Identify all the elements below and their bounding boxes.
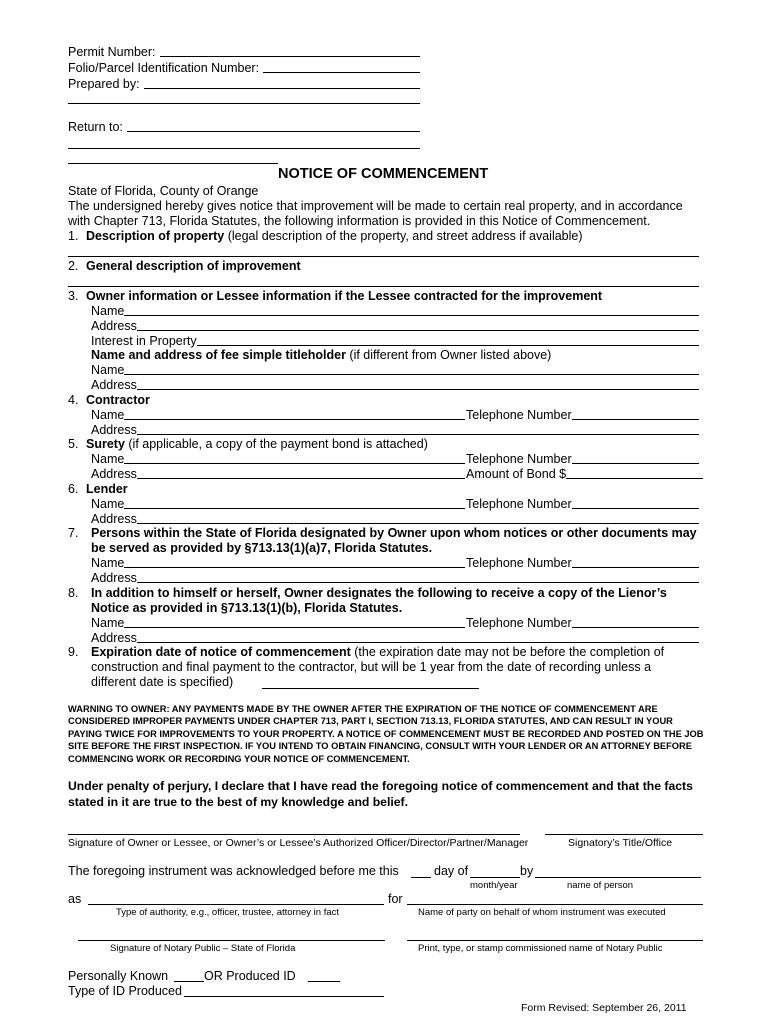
notary-signature-line[interactable]	[78, 940, 385, 941]
owner-signature-line[interactable]	[68, 834, 520, 835]
section-6-title: Lender	[86, 482, 128, 496]
signatory-title-line[interactable]	[545, 834, 703, 835]
copy-recipient-address-label: Address	[91, 631, 137, 645]
surety-telephone-label: Telephone Number	[466, 452, 572, 466]
amount-of-bond-field[interactable]	[466, 467, 703, 482]
page-title: NOTICE OF COMMENCEMENT	[278, 166, 489, 182]
interest-label: Interest in Property	[91, 334, 197, 348]
ack-day-line[interactable]	[411, 877, 431, 878]
section-1-number: 1.	[68, 229, 79, 243]
owner-name-label: Name	[91, 304, 125, 318]
designee-address-field[interactable]	[91, 571, 699, 586]
warning-to-owner: WARNING TO OWNER: ANY PAYMENTS MADE BY THE OWNER AFTER THE EXPIRATION OF THE NOTICE OF COMMENCEMENT ARE CONSIDERED IMPROPER PAYMENTS UNDER CHAPTER 713, PART I, SECTION 713.13, FLORIDA STATUTES, AND CAN RESULT IN YOUR PAYING TWICE FOR IMPROVEMENTS TO YOUR PROPERTY. A NOTICE OF COMMENCEMENT MUST BE RECORDED AND POSTED ON THE JOB SITE BEFORE THE FIRST INSPECTION. IF YOU INTEND TO OBTAIN FINANCING, CONSULT WITH YOUR LENDER OR AN ATTORNEY BEFORE COMMENCING WORK OR RECORDING YOUR NOTICE OF COMMENCEMENT.	[68, 704, 704, 764]
notary-name-line[interactable]	[407, 940, 703, 941]
designee-address-label: Address	[91, 571, 137, 585]
section-2-title: General description of improvement	[86, 259, 301, 273]
lender-name-label: Name	[91, 497, 125, 511]
section-4-title: Contractor	[86, 393, 150, 407]
copy-recipient-telephone-field[interactable]	[466, 616, 699, 631]
titleholder-name-label: Name	[91, 363, 125, 377]
surety-name-label: Name	[91, 452, 125, 466]
section-9-note-2: construction and final payment to the contractor, but will be 1 year from the date of recording unless a	[91, 660, 652, 674]
ack-person-line[interactable]	[535, 877, 701, 878]
section-5-heading	[86, 437, 428, 452]
name-of-person-caption: name of person	[567, 880, 634, 891]
copy-recipient-name-label: Name	[91, 616, 125, 630]
section-9-note-3: different date is specified)	[91, 675, 234, 689]
lender-address-label: Address	[91, 512, 137, 526]
surety-telephone-field[interactable]	[466, 452, 699, 467]
section-5-number: 5.	[68, 437, 79, 451]
surety-address-field[interactable]	[91, 467, 465, 482]
return-to-extra-line-2[interactable]	[68, 163, 278, 164]
type-of-id-line[interactable]	[184, 996, 384, 997]
copy-recipient-telephone-label: Telephone Number	[466, 616, 572, 630]
produced-id-label: OR Produced ID	[204, 969, 296, 983]
section-9-heading	[91, 645, 664, 660]
personally-known-label: Personally Known	[68, 969, 169, 983]
titleholder-address-field[interactable]	[91, 378, 699, 393]
copy-recipient-name-field[interactable]	[91, 616, 465, 631]
section-5-note: (if applicable, a copy of the payment bond is attached)	[124, 437, 428, 451]
section-4-number: 4.	[68, 393, 79, 407]
ack-month-year-line[interactable]	[470, 877, 520, 878]
owner-signature-caption: Signature of Owner or Lessee, or Owner’s or Lessee’s Authorized Officer/Director/Partner/Manager	[68, 837, 529, 849]
type-of-authority-caption: Type of authority, e.g., officer, trustee, attorney in fact	[116, 907, 340, 918]
section-7-title-line-1: Persons within the State of Florida designated by Owner upon whom notices or other documents may	[91, 526, 697, 540]
section-7-title-line-2: be served as provided by §713.13(1)(a)7, Florida Statutes.	[91, 541, 433, 555]
lender-telephone-field[interactable]	[466, 497, 699, 512]
return-to-field[interactable]	[68, 120, 420, 135]
name-of-party-line[interactable]	[407, 904, 703, 905]
owner-address-label: Address	[91, 319, 137, 333]
titleholder-name-field[interactable]	[91, 363, 699, 378]
expiration-date-line[interactable]	[262, 688, 479, 689]
section-8-title-line-1: In addition to himself or herself, Owner designates the following to receive a copy of the Lienor’s	[91, 586, 667, 600]
section-3-number: 3.	[68, 289, 79, 303]
lender-name-field[interactable]	[91, 497, 465, 512]
fee-simple-title: Name and address of fee simple titleholder	[91, 348, 346, 362]
lender-address-field[interactable]	[91, 512, 699, 527]
state-county: State of Florida, County of Orange	[68, 184, 259, 198]
designee-name-label: Name	[91, 556, 125, 570]
folio-number-label: Folio/Parcel Identification Number:	[68, 61, 260, 75]
section-6-number: 6.	[68, 482, 79, 496]
section-1-line[interactable]	[68, 256, 699, 257]
as-label: as	[68, 892, 82, 906]
designee-telephone-field[interactable]	[466, 556, 699, 571]
personally-known-line[interactable]	[174, 981, 204, 982]
permit-number-field[interactable]	[68, 45, 420, 60]
contractor-name-label: Name	[91, 408, 125, 422]
notary-name-caption: Print, type, or stamp commissioned name of Notary Public	[418, 943, 663, 954]
designee-telephone-label: Telephone Number	[466, 556, 572, 570]
designee-name-field[interactable]	[91, 556, 465, 571]
signatory-title-caption: Signatory’s Title/Office	[568, 837, 673, 849]
prepared-by-field[interactable]	[68, 77, 420, 92]
return-to-extra-line-1[interactable]	[68, 148, 420, 149]
ack-text: The foregoing instrument was acknowledged before me this	[68, 864, 399, 878]
intro-line-2: with Chapter 713, Florida Statutes, the following information is provided in this Notice of Commencement.	[68, 214, 651, 228]
copy-recipient-address-field[interactable]	[91, 631, 699, 646]
section-7-number: 7.	[68, 526, 79, 540]
contractor-address-field[interactable]	[91, 423, 699, 438]
return-to-label: Return to:	[68, 120, 123, 134]
produced-id-line[interactable]	[308, 981, 340, 982]
prepared-by-label: Prepared by:	[68, 77, 140, 91]
interest-in-property-field[interactable]	[91, 334, 699, 349]
owner-address-field[interactable]	[91, 319, 699, 334]
name-of-party-caption: Name of party on behalf of whom instrument was executed	[418, 907, 666, 918]
type-of-id-label: Type of ID Produced	[68, 984, 182, 998]
prepared-by-extra-line[interactable]	[68, 103, 420, 104]
section-1-title: Description of property	[86, 229, 225, 243]
contractor-address-label: Address	[91, 423, 137, 437]
type-of-authority-line[interactable]	[88, 904, 384, 905]
section-9-number: 9.	[68, 645, 79, 659]
form-revised-footer: Form Revised: September 26, 2011	[521, 1002, 687, 1014]
for-label: for	[388, 892, 403, 906]
owner-name-field[interactable]	[91, 304, 699, 319]
acknowledgment-line	[68, 864, 399, 879]
notary-signature-caption: Signature of Notary Public – State of Florida	[110, 943, 296, 954]
permit-number-label: Permit Number:	[68, 45, 156, 59]
month-year-caption: month/year	[470, 880, 518, 891]
contractor-telephone-label: Telephone Number	[466, 408, 572, 422]
section-2-number: 2.	[68, 259, 79, 273]
section-2-line[interactable]	[68, 286, 699, 287]
ack-day-of-label: day of	[434, 864, 469, 878]
section-3-title: Owner information or Lessee information if the Lessee contracted for the improvement	[86, 289, 603, 303]
titleholder-address-label: Address	[91, 378, 137, 392]
surety-name-field[interactable]	[91, 452, 465, 467]
section-8-number: 8.	[68, 586, 79, 600]
intro-line-1: The undersigned hereby gives notice that improvement will be made to certain real property, and in accordance	[68, 199, 683, 213]
contractor-name-field[interactable]	[91, 408, 465, 423]
section-1-note: (legal description of the property, and street address if available)	[224, 229, 583, 243]
fee-simple-heading	[91, 348, 551, 363]
section-8-title-line-2: Notice as provided in §713.13(1)(b), Florida Statutes.	[91, 601, 403, 615]
section-9-title: Expiration date of notice of commencement	[91, 645, 351, 659]
perjury-declaration: Under penalty of perjury, I declare that I have read the foregoing notice of commencement and that the facts stated in it are true to the best of my knowledge and belief.	[68, 779, 693, 809]
ack-by-label: by	[520, 864, 534, 878]
section-5-title: Surety	[86, 437, 125, 451]
amount-of-bond-label: Amount of Bond $	[466, 467, 567, 481]
contractor-telephone-field[interactable]	[466, 408, 699, 423]
section-9-note-1: (the expiration date may not be before the completion of	[350, 645, 665, 659]
fee-simple-note: (if different from Owner listed above)	[345, 348, 552, 362]
section-1-heading	[86, 229, 583, 244]
surety-address-label: Address	[91, 467, 137, 481]
lender-telephone-label: Telephone Number	[466, 497, 572, 511]
folio-number-field[interactable]	[68, 61, 420, 76]
